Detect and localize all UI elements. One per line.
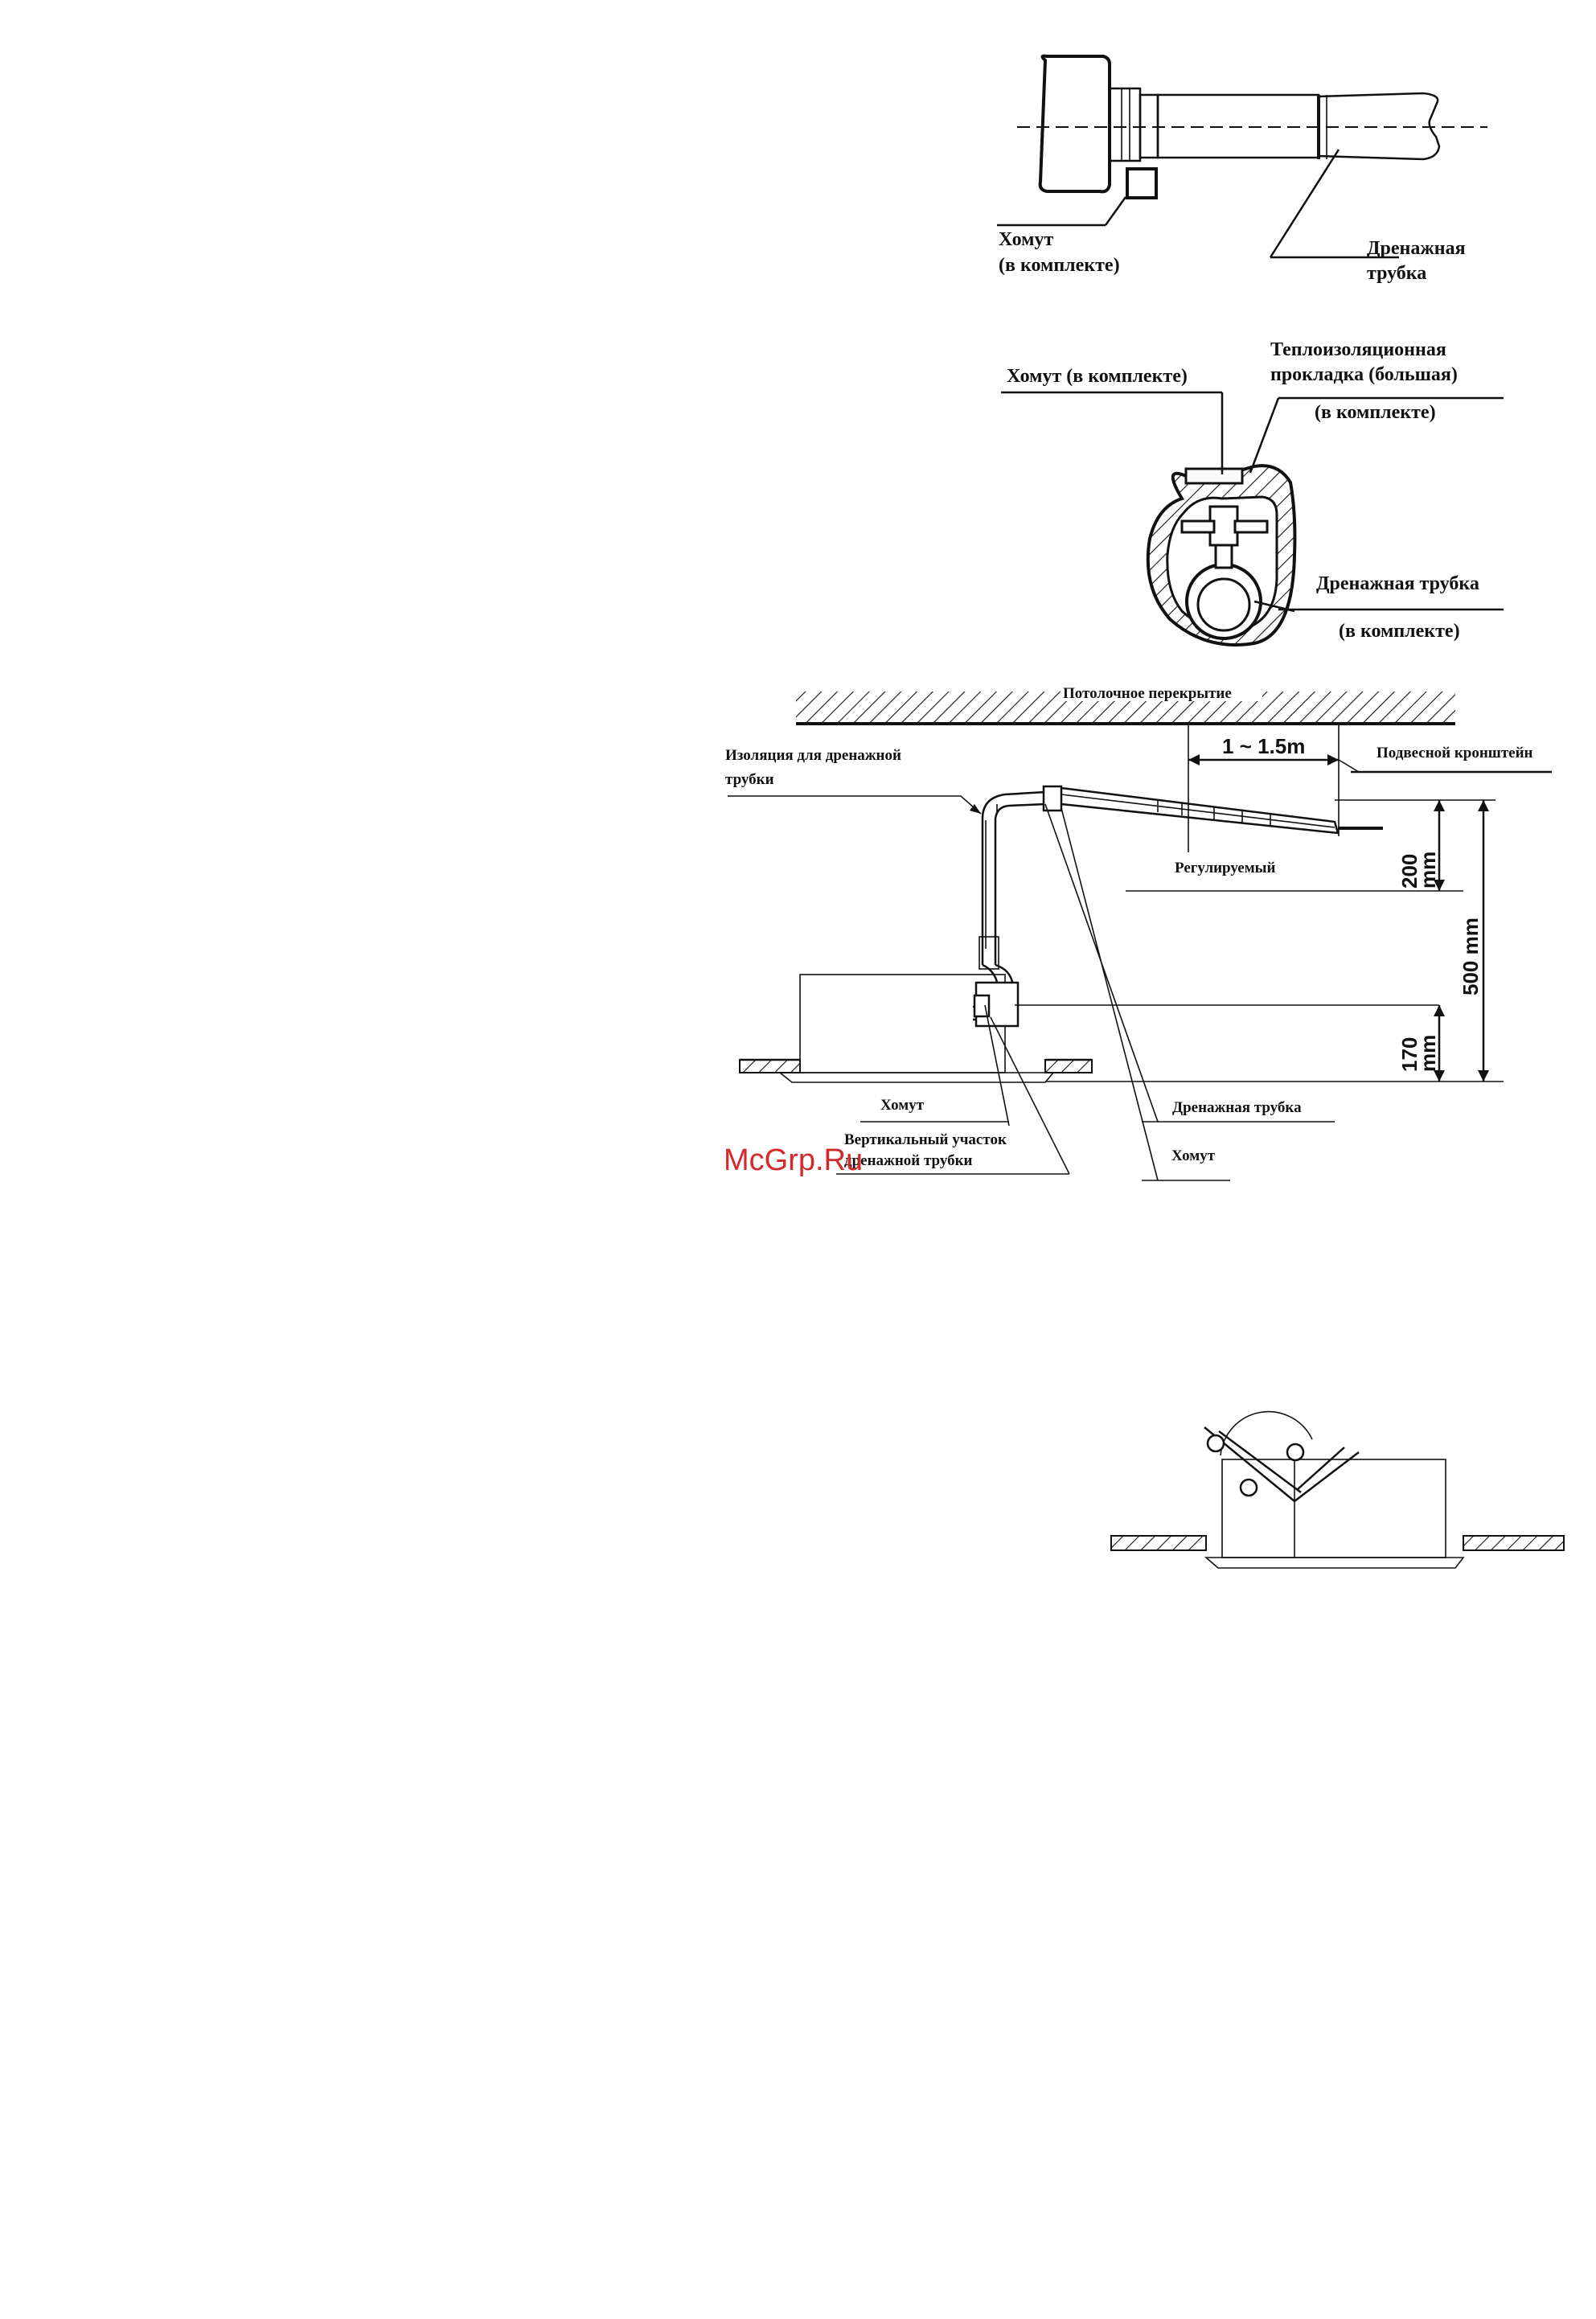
- hanger-label: Подвесной кронштейн: [1376, 745, 1533, 761]
- insulation-label: Теплоизоляционная: [1270, 339, 1446, 360]
- clamp-bottom-label: Хомут: [880, 1097, 925, 1114]
- insulation-label-3: (в комплекте): [1315, 402, 1436, 423]
- insulation-label-2: трубки: [725, 771, 774, 788]
- drain-label-sub: (в комплекте): [1339, 621, 1460, 642]
- drain-label: Дренажная: [1367, 238, 1466, 259]
- dim-170: 170: [1397, 1036, 1422, 1072]
- clamp-label: Хомут (в комплекте): [1007, 366, 1188, 387]
- dim-200: 200: [1397, 853, 1422, 889]
- insulation-label: Изоляция для дренажной: [725, 747, 901, 764]
- watermark: McGrp.Ru: [724, 1143, 864, 1177]
- dim-200-unit: mm: [1416, 851, 1440, 889]
- decor-panel: [780, 1073, 1053, 1082]
- insulation-label-2: прокладка (большая): [1270, 364, 1458, 385]
- clamp-label: Хомут: [999, 229, 1054, 250]
- figure-elbow-unit: [1111, 1412, 1564, 1568]
- unit-body: [1222, 1459, 1446, 1558]
- dim-500: 500 mm: [1459, 917, 1483, 995]
- drain-label-sub: трубка: [1367, 263, 1427, 284]
- ceiling-label: Потолочное перекрытие: [1063, 685, 1232, 702]
- dim-170-unit: mm: [1416, 1034, 1440, 1072]
- clamp-screw: [1127, 169, 1156, 198]
- unit-body-outline: [1040, 56, 1110, 192]
- indoor-unit-body: [800, 975, 1005, 1073]
- clamp-label-sub: (в комплекте): [999, 255, 1120, 276]
- figure-insulation-section: [1001, 339, 1504, 645]
- adjustable-label: Регулируемый: [1175, 860, 1276, 876]
- vertical-label: Вертикальный участок: [844, 1131, 1007, 1148]
- span-label: 1 ~ 1.5m: [1222, 734, 1306, 758]
- drain-label: Дренажная трубка: [1172, 1099, 1302, 1116]
- figure-clamp-connection: [997, 56, 1487, 284]
- figure-drain-routing: [725, 685, 1552, 1180]
- vertical-label-2: дренажной трубки: [844, 1152, 973, 1169]
- drain-label: Дренажная трубка: [1316, 573, 1479, 594]
- clamp-right-label: Хомут: [1171, 1147, 1216, 1164]
